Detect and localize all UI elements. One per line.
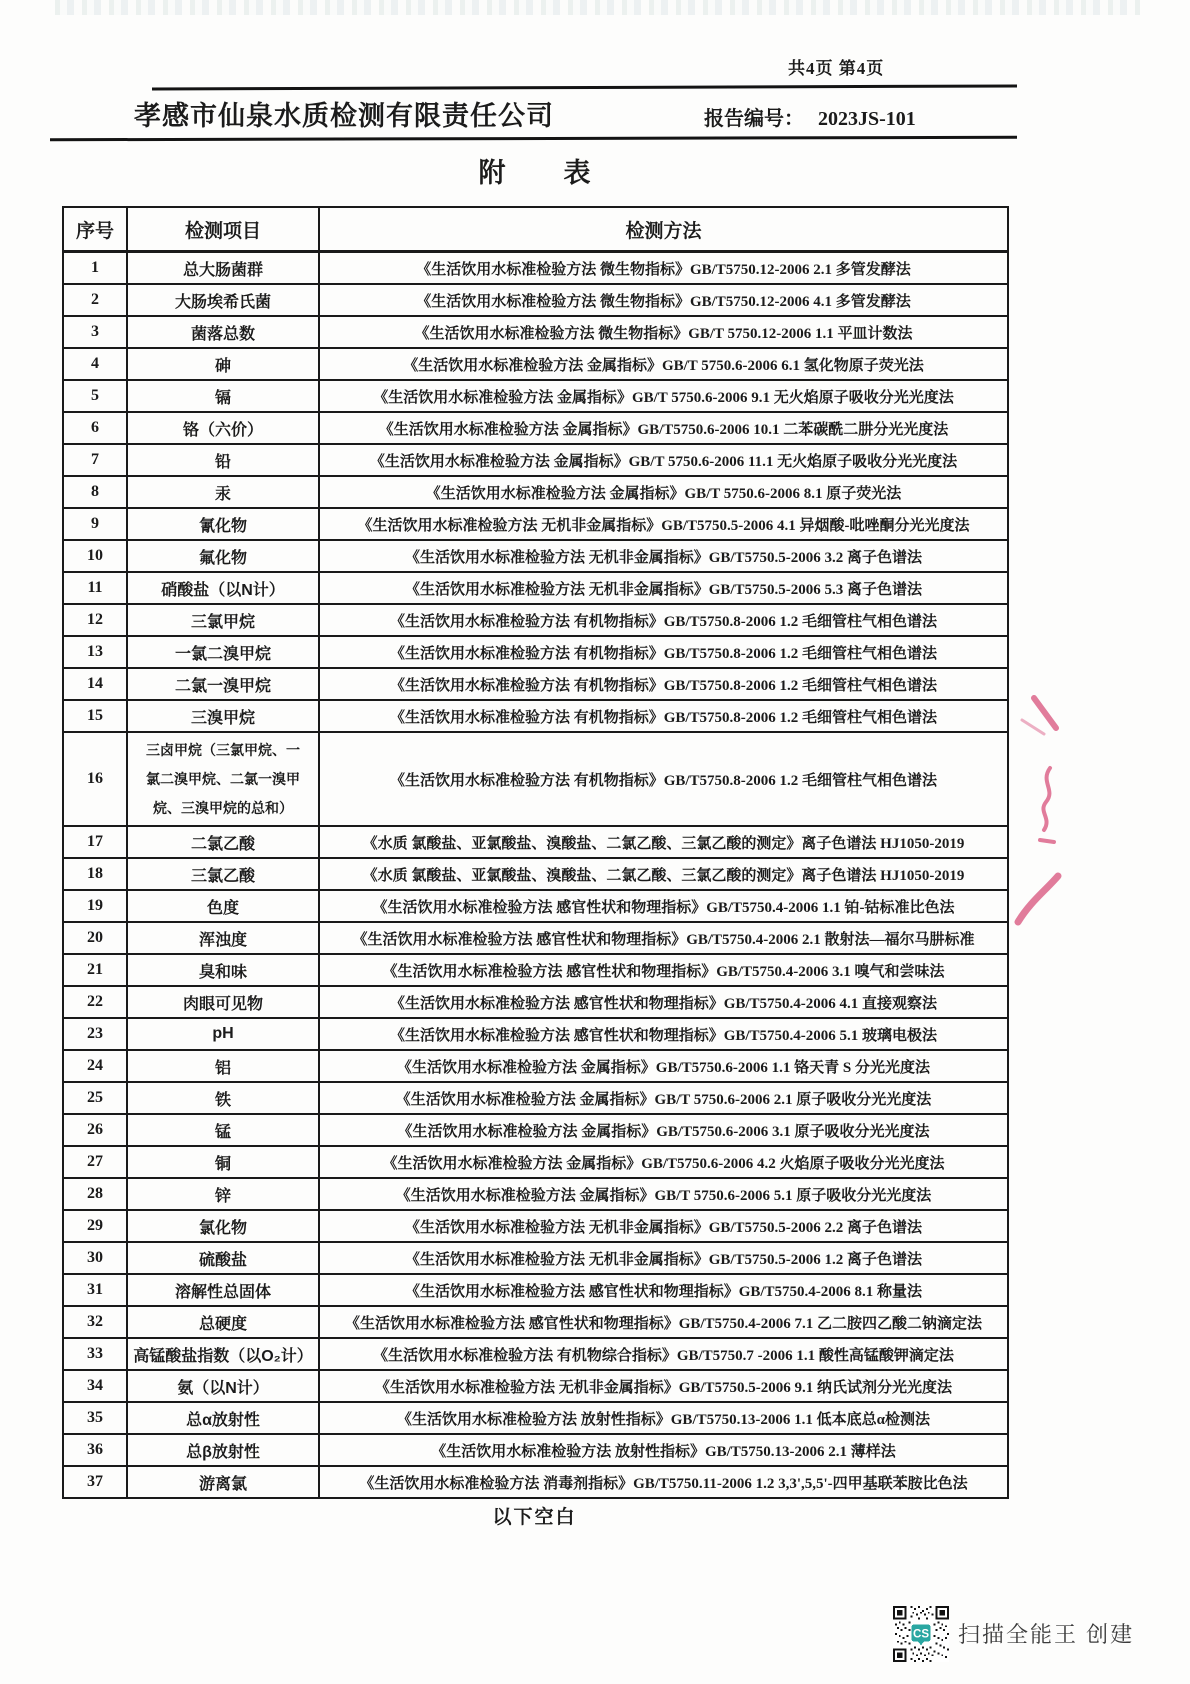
cell-item: 菌落总数	[127, 316, 319, 348]
table-row	[63, 1338, 1008, 1370]
cell-item: 一氯二溴甲烷	[127, 636, 319, 668]
cell-method: 《生活饮用水标准检验方法 有机物指标》GB/T5750.8-2006 1.2 毛细管柱气相色谱法	[319, 668, 1008, 700]
cell-method: 《生活饮用水标准检验方法 金属指标》GB/T 5750.6-2006 11.1 无火焰原子吸收分光光度法	[319, 444, 1008, 476]
cell-no: 36	[63, 1434, 127, 1466]
cell-item: 总大肠菌群	[127, 252, 319, 285]
table-row	[63, 1306, 1008, 1338]
methods-table	[62, 206, 1009, 1499]
cell-no: 22	[63, 986, 127, 1018]
cell-item: 三氯甲烷	[127, 604, 319, 636]
cell-item: 氟化物	[127, 540, 319, 572]
cell-item: 色度	[127, 890, 319, 922]
cell-item: 铬（六价）	[127, 412, 319, 444]
cell-no: 20	[63, 922, 127, 954]
cell-item: 三卤甲烷（三氯甲烷、一氯二溴甲烷、二氯一溴甲烷、三溴甲烷的总和）	[127, 732, 319, 826]
cell-no: 30	[63, 1242, 127, 1274]
cell-item: 肉眼可见物	[127, 986, 319, 1018]
cell-item: 氰化物	[127, 508, 319, 540]
red-stamp-fragment	[1010, 690, 1076, 938]
table-row	[63, 1434, 1008, 1466]
table-row	[63, 732, 1008, 826]
cell-method: 《生活饮用水标准检验方法 有机物指标》GB/T5750.8-2006 1.2 毛细管柱气相色谱法	[319, 636, 1008, 668]
table-row	[63, 954, 1008, 986]
cell-no: 24	[63, 1050, 127, 1082]
table-row	[63, 1242, 1008, 1274]
cell-method: 《生活饮用水标准检验方法 无机非金属指标》GB/T5750.5-2006 3.2 离子色谱法	[319, 540, 1008, 572]
table-row	[63, 1146, 1008, 1178]
report-number-value: 2023JS-101	[818, 108, 916, 130]
cell-item: 砷	[127, 348, 319, 380]
cell-item: 硝酸盐（以N计）	[127, 572, 319, 604]
page-indicator: 共4页 第4页	[788, 59, 885, 78]
cell-item: 浑浊度	[127, 922, 319, 954]
cell-method: 《生活饮用水标准检验方法 无机非金属指标》GB/T5750.5-2006 4.1 异烟酸-吡唑酮分光光度法	[319, 508, 1008, 540]
cell-method: 《生活饮用水标准检验方法 有机物指标》GB/T5750.8-2006 1.2 毛细管柱气相色谱法	[319, 732, 1008, 826]
cell-no: 28	[63, 1178, 127, 1210]
cell-method: 《生活饮用水标准检验方法 感官性状和物理指标》GB/T5750.4-2006 4.1 直接观察法	[319, 986, 1008, 1018]
cell-no: 25	[63, 1082, 127, 1114]
table-row	[63, 1082, 1008, 1114]
cell-method: 《水质 氯酸盐、亚氯酸盐、溴酸盐、二氯乙酸、三氯乙酸的测定》离子色谱法 HJ1050-2019	[319, 858, 1008, 890]
table-row	[63, 380, 1008, 412]
cell-item: 总β放射性	[127, 1434, 319, 1466]
cell-no: 35	[63, 1402, 127, 1434]
table-row	[63, 508, 1008, 540]
cell-item: 三溴甲烷	[127, 700, 319, 732]
scanner-caption: 扫描全能王 创建	[958, 1622, 1135, 1647]
cell-method: 《生活饮用水标准检验方法 金属指标》GB/T 5750.6-2006 8.1 原子荧光法	[319, 476, 1008, 508]
table-row	[63, 1274, 1008, 1306]
table-row	[63, 826, 1008, 858]
table-row	[63, 922, 1008, 954]
cell-no: 6	[63, 412, 127, 444]
cell-item: 镉	[127, 380, 319, 412]
cell-item: 氯化物	[127, 1210, 319, 1242]
header-no: 序号	[63, 207, 127, 252]
cell-item: pH	[127, 1018, 319, 1050]
appendix-title-right: 表	[563, 158, 591, 188]
table-row	[63, 476, 1008, 508]
table-row	[63, 572, 1008, 604]
cell-method: 《水质 氯酸盐、亚氯酸盐、溴酸盐、二氯乙酸、三氯乙酸的测定》离子色谱法 HJ1050-2019	[319, 826, 1008, 858]
report-number-line	[704, 102, 916, 131]
cell-no: 12	[63, 604, 127, 636]
cell-method: 《生活饮用水标准检验方法 感官性状和物理指标》GB/T5750.4-2006 7.1 乙二胺四乙酸二钠滴定法	[319, 1306, 1008, 1338]
cell-method: 《生活饮用水标准检验方法 金属指标》GB/T5750.6-2006 4.2 火焰原子吸收分光光度法	[319, 1146, 1008, 1178]
cell-no: 4	[63, 348, 127, 380]
table-row	[63, 1114, 1008, 1146]
cell-no: 34	[63, 1370, 127, 1402]
cell-item: 汞	[127, 476, 319, 508]
table-row	[63, 1178, 1008, 1210]
table-row	[63, 444, 1008, 476]
cell-no: 16	[63, 732, 127, 826]
cell-no: 21	[63, 954, 127, 986]
table-row	[63, 1050, 1008, 1082]
cell-method: 《生活饮用水标准检验方法 金属指标》GB/T 5750.6-2006 9.1 无火焰原子吸收分光光度法	[319, 380, 1008, 412]
cell-no: 32	[63, 1306, 127, 1338]
table-row	[63, 1466, 1008, 1498]
appendix-title	[62, 151, 1007, 190]
table-header-row	[63, 207, 1008, 252]
table-row	[63, 412, 1008, 444]
table-row	[63, 1370, 1008, 1402]
cell-method: 《生活饮用水标准检验方法 微生物指标》GB/T5750.12-2006 2.1 多管发酵法	[319, 252, 1008, 285]
cell-no: 15	[63, 700, 127, 732]
header-rule-full	[50, 136, 1017, 142]
cell-no: 8	[63, 476, 127, 508]
header-rule-top	[152, 84, 1017, 90]
cell-no: 18	[63, 858, 127, 890]
cell-no: 10	[63, 540, 127, 572]
cell-no: 17	[63, 826, 127, 858]
table-row	[63, 1210, 1008, 1242]
cell-method: 《生活饮用水标准检验方法 消毒剂指标》GB/T5750.11-2006 1.2 3,3',5,5'-四甲基联苯胺比色法	[319, 1466, 1008, 1498]
table-row	[63, 636, 1008, 668]
cell-method: 《生活饮用水标准检验方法 有机物指标》GB/T5750.8-2006 1.2 毛细管柱气相色谱法	[319, 700, 1008, 732]
appendix-title-left: 附	[478, 158, 506, 188]
cell-no: 9	[63, 508, 127, 540]
qr-badge-label: CS	[912, 1628, 930, 1641]
cell-no: 7	[63, 444, 127, 476]
table-row	[63, 604, 1008, 636]
cell-no: 27	[63, 1146, 127, 1178]
cell-method: 《生活饮用水标准检验方法 感官性状和物理指标》GB/T5750.4-2006 1.1 铂-钴标准比色法	[319, 890, 1008, 922]
cell-item: 二氯一溴甲烷	[127, 668, 319, 700]
table-row	[63, 252, 1008, 285]
cell-item: 氨（以N计）	[127, 1370, 319, 1402]
cell-no: 23	[63, 1018, 127, 1050]
cell-method: 《生活饮用水标准检验方法 金属指标》GB/T5750.6-2006 3.1 原子吸收分光光度法	[319, 1114, 1008, 1146]
header-method: 检测方法	[319, 207, 1008, 252]
cell-method: 《生活饮用水标准检验方法 金属指标》GB/T5750.6-2006 1.1 铬天青 S 分光光度法	[319, 1050, 1008, 1082]
blank-below-note: 以下空白	[492, 1507, 577, 1528]
cell-item: 铁	[127, 1082, 319, 1114]
cell-no: 2	[63, 284, 127, 316]
table-row	[63, 858, 1008, 890]
cell-no: 13	[63, 636, 127, 668]
cell-method: 《生活饮用水标准检验方法 金属指标》GB/T 5750.6-2006 5.1 原子吸收分光光度法	[319, 1178, 1008, 1210]
table-row	[63, 316, 1008, 348]
company-name: 孝感市仙泉水质检测有限责任公司	[134, 101, 554, 131]
cell-method: 《生活饮用水标准检验方法 金属指标》GB/T5750.6-2006 10.1 二苯碳酰二肼分光光度法	[319, 412, 1008, 444]
cell-method: 《生活饮用水标准检验方法 感官性状和物理指标》GB/T5750.4-2006 2.1 散射法—福尔马肼标准	[319, 922, 1008, 954]
cell-item: 游离氯	[127, 1466, 319, 1498]
cell-item: 硫酸盐	[127, 1242, 319, 1274]
methods-table-body	[63, 252, 1008, 1499]
cell-no: 14	[63, 668, 127, 700]
cell-item: 总α放射性	[127, 1402, 319, 1434]
cell-method: 《生活饮用水标准检验方法 无机非金属指标》GB/T5750.5-2006 9.1 纳氏试剂分光光度法	[319, 1370, 1008, 1402]
table-row	[63, 284, 1008, 316]
table-row	[63, 668, 1008, 700]
cell-method: 《生活饮用水标准检验方法 感官性状和物理指标》GB/T5750.4-2006 5.1 玻璃电极法	[319, 1018, 1008, 1050]
cell-item: 高锰酸盐指数（以O₂计）	[127, 1338, 319, 1370]
cell-no: 31	[63, 1274, 127, 1306]
cell-method: 《生活饮用水标准检验方法 无机非金属指标》GB/T5750.5-2006 2.2 离子色谱法	[319, 1210, 1008, 1242]
cell-method: 《生活饮用水标准检验方法 感官性状和物理指标》GB/T5750.4-2006 3.1 嗅气和尝味法	[319, 954, 1008, 986]
cell-no: 37	[63, 1466, 127, 1498]
cell-no: 5	[63, 380, 127, 412]
cell-item: 铜	[127, 1146, 319, 1178]
table-row	[63, 890, 1008, 922]
cell-no: 19	[63, 890, 127, 922]
table-row	[63, 348, 1008, 380]
table-row	[63, 700, 1008, 732]
qr-code	[893, 1606, 949, 1662]
cell-item: 锌	[127, 1178, 319, 1210]
cell-item: 大肠埃希氏菌	[127, 284, 319, 316]
cell-item: 锰	[127, 1114, 319, 1146]
cell-method: 《生活饮用水标准检验方法 金属指标》GB/T 5750.6-2006 6.1 氢化物原子荧光法	[319, 348, 1008, 380]
table-row	[63, 986, 1008, 1018]
table-row	[63, 540, 1008, 572]
cell-method: 《生活饮用水标准检验方法 放射性指标》GB/T5750.13-2006 1.1 低本底总α检测法	[319, 1402, 1008, 1434]
cell-item: 铅	[127, 444, 319, 476]
cell-item: 溶解性总固体	[127, 1274, 319, 1306]
cell-method: 《生活饮用水标准检验方法 感官性状和物理指标》GB/T5750.4-2006 8.1 称量法	[319, 1274, 1008, 1306]
header-item: 检测项目	[127, 207, 319, 252]
cell-method: 《生活饮用水标准检验方法 金属指标》GB/T 5750.6-2006 2.1 原子吸收分光光度法	[319, 1082, 1008, 1114]
cell-method: 《生活饮用水标准检验方法 微生物指标》GB/T5750.12-2006 4.1 多管发酵法	[319, 284, 1008, 316]
cell-item: 二氯乙酸	[127, 826, 319, 858]
cell-item: 铝	[127, 1050, 319, 1082]
cell-item: 三氯乙酸	[127, 858, 319, 890]
cell-no: 29	[63, 1210, 127, 1242]
cell-no: 3	[63, 316, 127, 348]
scan-artifact-band	[55, 0, 1140, 15]
cell-method: 《生活饮用水标准检验方法 无机非金属指标》GB/T5750.5-2006 5.3 离子色谱法	[319, 572, 1008, 604]
cell-method: 《生活饮用水标准检验方法 无机非金属指标》GB/T5750.5-2006 1.2 离子色谱法	[319, 1242, 1008, 1274]
cell-no: 26	[63, 1114, 127, 1146]
cell-item: 总硬度	[127, 1306, 319, 1338]
cell-no: 11	[63, 572, 127, 604]
cell-item: 臭和味	[127, 954, 319, 986]
cell-method: 《生活饮用水标准检验方法 放射性指标》GB/T5750.13-2006 2.1 薄样法	[319, 1434, 1008, 1466]
table-row	[63, 1018, 1008, 1050]
cell-method: 《生活饮用水标准检验方法 有机物指标》GB/T5750.8-2006 1.2 毛细管柱气相色谱法	[319, 604, 1008, 636]
cell-no: 1	[63, 252, 127, 285]
cell-method: 《生活饮用水标准检验方法 有机物综合指标》GB/T5750.7 -2006 1.1 酸性高锰酸钾滴定法	[319, 1338, 1008, 1370]
cell-method: 《生活饮用水标准检验方法 微生物指标》GB/T 5750.12-2006 1.1 平皿计数法	[319, 316, 1008, 348]
cell-no: 33	[63, 1338, 127, 1370]
table-row	[63, 1402, 1008, 1434]
report-number-label: 报告编号：	[704, 108, 804, 130]
